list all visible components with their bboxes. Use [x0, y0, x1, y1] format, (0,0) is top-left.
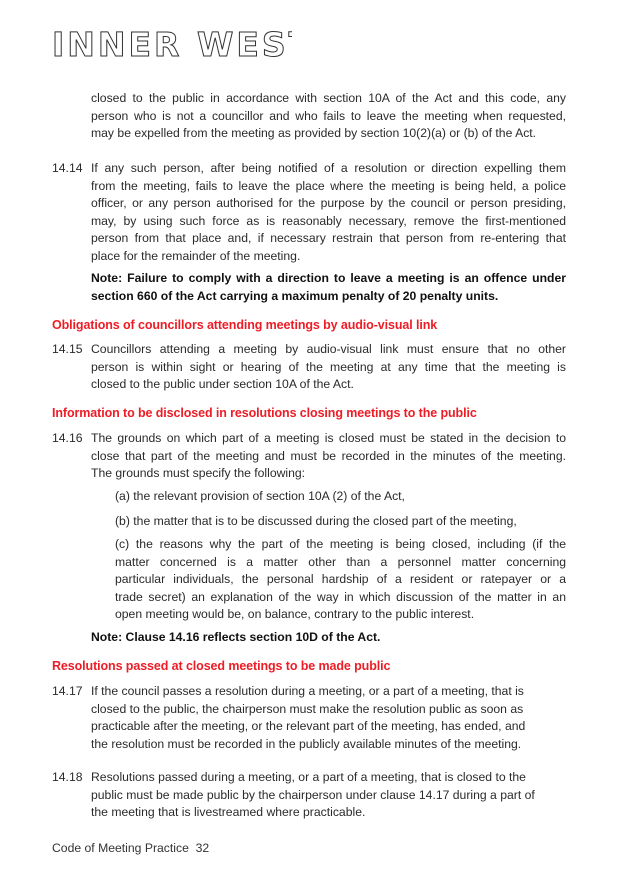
- text-line: The grounds on which part of a meeting is closed must be stated in the decision to: [91, 431, 566, 445]
- text-line: Resolutions passed during a meeting, or a part of a meeting, that is closed to the: [91, 770, 526, 784]
- text-line: officer, or any person authorised for the purpose by the council or person presiding,: [91, 196, 566, 210]
- text-line: place for the remainder of the meeting.: [91, 248, 301, 263]
- text-line: (b) the matter that is to be discussed during the closed part of the meeting,: [115, 514, 517, 528]
- clause-number: 14.16: [52, 431, 83, 445]
- text-line: section 660 of the Act carrying a maximum penalty of 20 penalty units.: [91, 288, 499, 303]
- clause-number: 14.18: [52, 770, 83, 784]
- text-line: (a) the relevant provision of section 10A (2) of the Act,: [115, 489, 405, 503]
- text-line: the meeting that is livestreamed where practicable.: [91, 805, 366, 819]
- p-14-16: [52, 430, 566, 483]
- clause-number: 14.17: [52, 684, 83, 698]
- footer-title: Code of Meeting Practice: [52, 841, 189, 855]
- text-line: practicable after the meeting, or the relevant part of the meeting, has ended, and: [91, 719, 526, 733]
- text-line: trade secret) an explanation of the way in which discussion of the matter in an: [115, 589, 566, 604]
- item-a: [115, 488, 566, 506]
- clause-number: 14.15: [52, 342, 83, 356]
- text-line: close that part of the meeting and must be recorded in the minutes of the meeting.: [91, 448, 566, 463]
- text-line: If the council passes a resolution during a meeting, or a part of a meeting, that is: [91, 684, 524, 698]
- text-line: matter concerned is a matter other than a personnel matter concerning: [115, 554, 566, 569]
- text-line: closed to the public in accordance with section 10A of the Act and this code, any: [91, 91, 566, 105]
- text-line: person is within sight or hearing of the meeting at any time that the meeting is: [91, 359, 566, 374]
- text-line: The grounds must specify the following:: [91, 466, 306, 480]
- note-1: [91, 270, 566, 305]
- text-line: (c) the reasons why the part of the meeting is being closed, including (if the: [115, 537, 566, 551]
- inner-west-logo: [52, 28, 292, 65]
- text-line: closed to the public under section 10A of the Act.: [91, 377, 354, 391]
- p-14-14: [52, 160, 566, 265]
- svg-text:INNER WEST: INNER WEST: [52, 28, 292, 60]
- text-line: Note: Failure to comply with a direction to leave a meeting is an offence under: [91, 271, 566, 285]
- text-line: person from that place and, if necessary restrain that person from re-entering that: [91, 231, 566, 245]
- text-line: closed to the public, the chairperson must make the resolution public as soon as: [91, 701, 524, 716]
- text-line: from the meeting, fails to leave the place where the meeting is being held, a police: [91, 178, 566, 193]
- text-line: If any such person, after being notified of a resolution or direction expelling them: [91, 161, 566, 175]
- page-footer: [52, 841, 209, 855]
- p-14-18: [52, 769, 566, 822]
- item-c: [115, 536, 566, 624]
- heading-audio-visual-obligations: Obligations of councillors attending meetings by audio-visual link: [52, 318, 438, 332]
- text-line: person who is not a councillor and who fails to leave the meeting when requested,: [91, 108, 566, 123]
- p-cont: [91, 90, 566, 143]
- heading-resolutions-public: Resolutions passed at closed meetings to be made public: [52, 659, 391, 673]
- text-line: open meeting would be, on balance, contrary to the public interest.: [115, 607, 475, 621]
- p-14-15: [52, 341, 566, 394]
- text-line: particular individuals, the personal hardship of a resident or ratepayer or a: [115, 572, 566, 586]
- note-2: [91, 629, 566, 647]
- text-line: the resolution must be recorded in the publicly available minutes of the meeting.: [91, 736, 522, 751]
- text-line: may be expelled from the meeting as provided by section 10(2)(a) or (b) of the Act.: [91, 126, 537, 140]
- text-line: Note: Clause 14.16 reflects section 10D of the Act.: [91, 630, 381, 644]
- text-line: may, by using such force as is reasonably necessary, remove the first-mentioned: [91, 213, 566, 228]
- item-b: [115, 513, 566, 531]
- heading-disclosure-information: Information to be disclosed in resolutions closing meetings to the public: [52, 406, 477, 420]
- p-14-17: [52, 683, 566, 753]
- page-number: 32: [195, 841, 210, 855]
- text-line: Councillors attending a meeting by audio-visual link must ensure that no other: [91, 342, 566, 356]
- clause-number: 14.14: [52, 161, 83, 175]
- text-line: public must be made public by the chairperson under clause 14.17 during a part of: [91, 787, 535, 802]
